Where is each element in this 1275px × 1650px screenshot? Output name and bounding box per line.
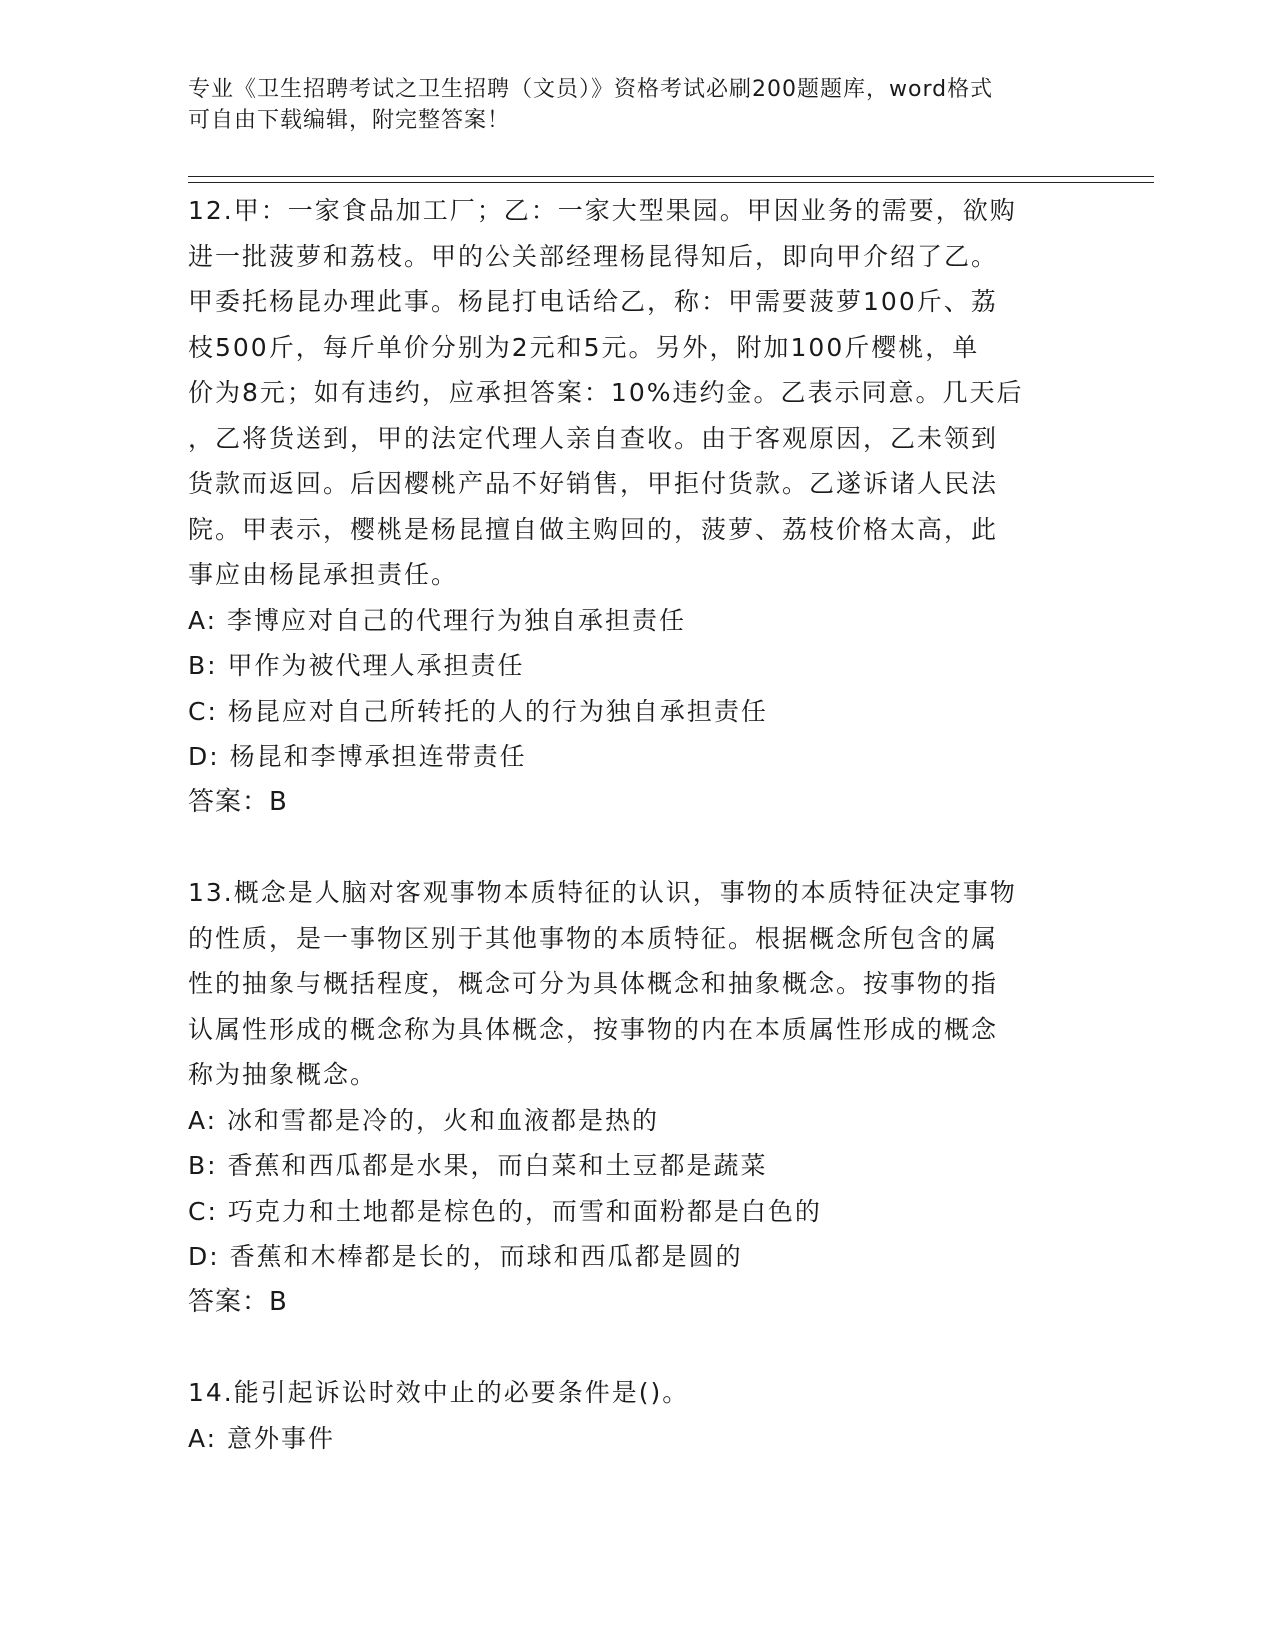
question-stem-line: 13.概念是人脑对客观事物本质特征的认识，事物的本质特征决定事物 xyxy=(188,878,1017,907)
question-stem-line: ，乙将货送到，甲的法定代理人亲自查收。由于客观原因，乙未领到 xyxy=(188,423,999,453)
answer-line: 答案：B xyxy=(188,786,288,817)
header-title-line-1: 专业《卫生招聘考试之卫生招聘（文员）》资格考试必刷200题题库，word格式 xyxy=(188,77,994,102)
option-a: A: 李博应对自己的代理行为独自承担责任 xyxy=(188,605,687,635)
document-header xyxy=(188,74,1068,136)
question-stem-line: 14.能引起诉讼时效中止的必要条件是()。 xyxy=(188,1378,690,1407)
option-a: A: 冰和雪都是冷的，火和血液都是热的 xyxy=(188,1105,660,1135)
question-14 xyxy=(188,1370,1088,1461)
question-stem-line: 枝500斤，每斤单价分别为2元和5元。另外，附加100斤樱桃，单 xyxy=(188,332,980,362)
option-b: B: 香蕉和西瓜都是水果，而白菜和土豆都是蔬菜 xyxy=(188,1151,768,1180)
option-a: A: 意外事件 xyxy=(188,1423,336,1453)
question-stem-line: 认属性形成的概念称为具体概念，按事物的内在本质属性形成的概念 xyxy=(188,1014,999,1044)
question-spacer xyxy=(188,1325,1088,1370)
question-stem-line: 称为抽象概念。 xyxy=(188,1060,378,1089)
header-divider-bottom xyxy=(188,182,1154,183)
question-stem-line: 的性质，是一事物区别于其他事物的本质特征。根据概念所包含的属 xyxy=(188,923,999,953)
question-list xyxy=(188,188,1088,1461)
option-d: D: 香蕉和木棒都是长的，而球和西瓜都是圆的 xyxy=(188,1242,743,1271)
question-stem-line: 院。甲表示，樱桃是杨昆擅自做主购回的，菠萝、荔枝价格太高，此 xyxy=(188,514,999,544)
option-b: B: 甲作为被代理人承担责任 xyxy=(188,651,525,680)
question-stem-line: 事应由杨昆承担责任。 xyxy=(188,560,459,589)
option-d: D: 杨昆和李博承担连带责任 xyxy=(188,742,527,771)
question-13 xyxy=(188,870,1088,1325)
question-spacer xyxy=(188,825,1088,870)
question-stem-line: 性的抽象与概括程度，概念可分为具体概念和抽象概念。按事物的指 xyxy=(188,969,999,998)
option-c: C: 杨昆应对自己所转托的人的行为独自承担责任 xyxy=(188,696,768,726)
option-c: C: 巧克力和土地都是棕色的，而雪和面粉都是白色的 xyxy=(188,1196,822,1226)
question-stem-line: 甲委托杨昆办理此事。杨昆打电话给乙，称：甲需要菠萝100斤、荔 xyxy=(188,287,998,316)
question-stem-line: 价为8元；如有违约，应承担答案：10%违约金。乙表示同意。几天后 xyxy=(188,378,1024,407)
header-title-line-2: 可自由下载编辑，附完整答案！ xyxy=(188,108,511,133)
header-divider-top xyxy=(188,176,1154,177)
question-stem-line: 进一批菠萝和荔枝。甲的公关部经理杨昆得知后，即向甲介绍了乙。 xyxy=(188,241,999,271)
question-12 xyxy=(188,188,1088,825)
question-stem-line: 12.甲：一家食品加工厂；乙：一家大型果园。甲因业务的需要，欲购 xyxy=(188,196,1017,225)
answer-line: 答案：B xyxy=(188,1286,288,1317)
question-stem-line: 货款而返回。后因樱桃产品不好销售，甲拒付货款。乙遂诉诸人民法 xyxy=(188,469,999,498)
